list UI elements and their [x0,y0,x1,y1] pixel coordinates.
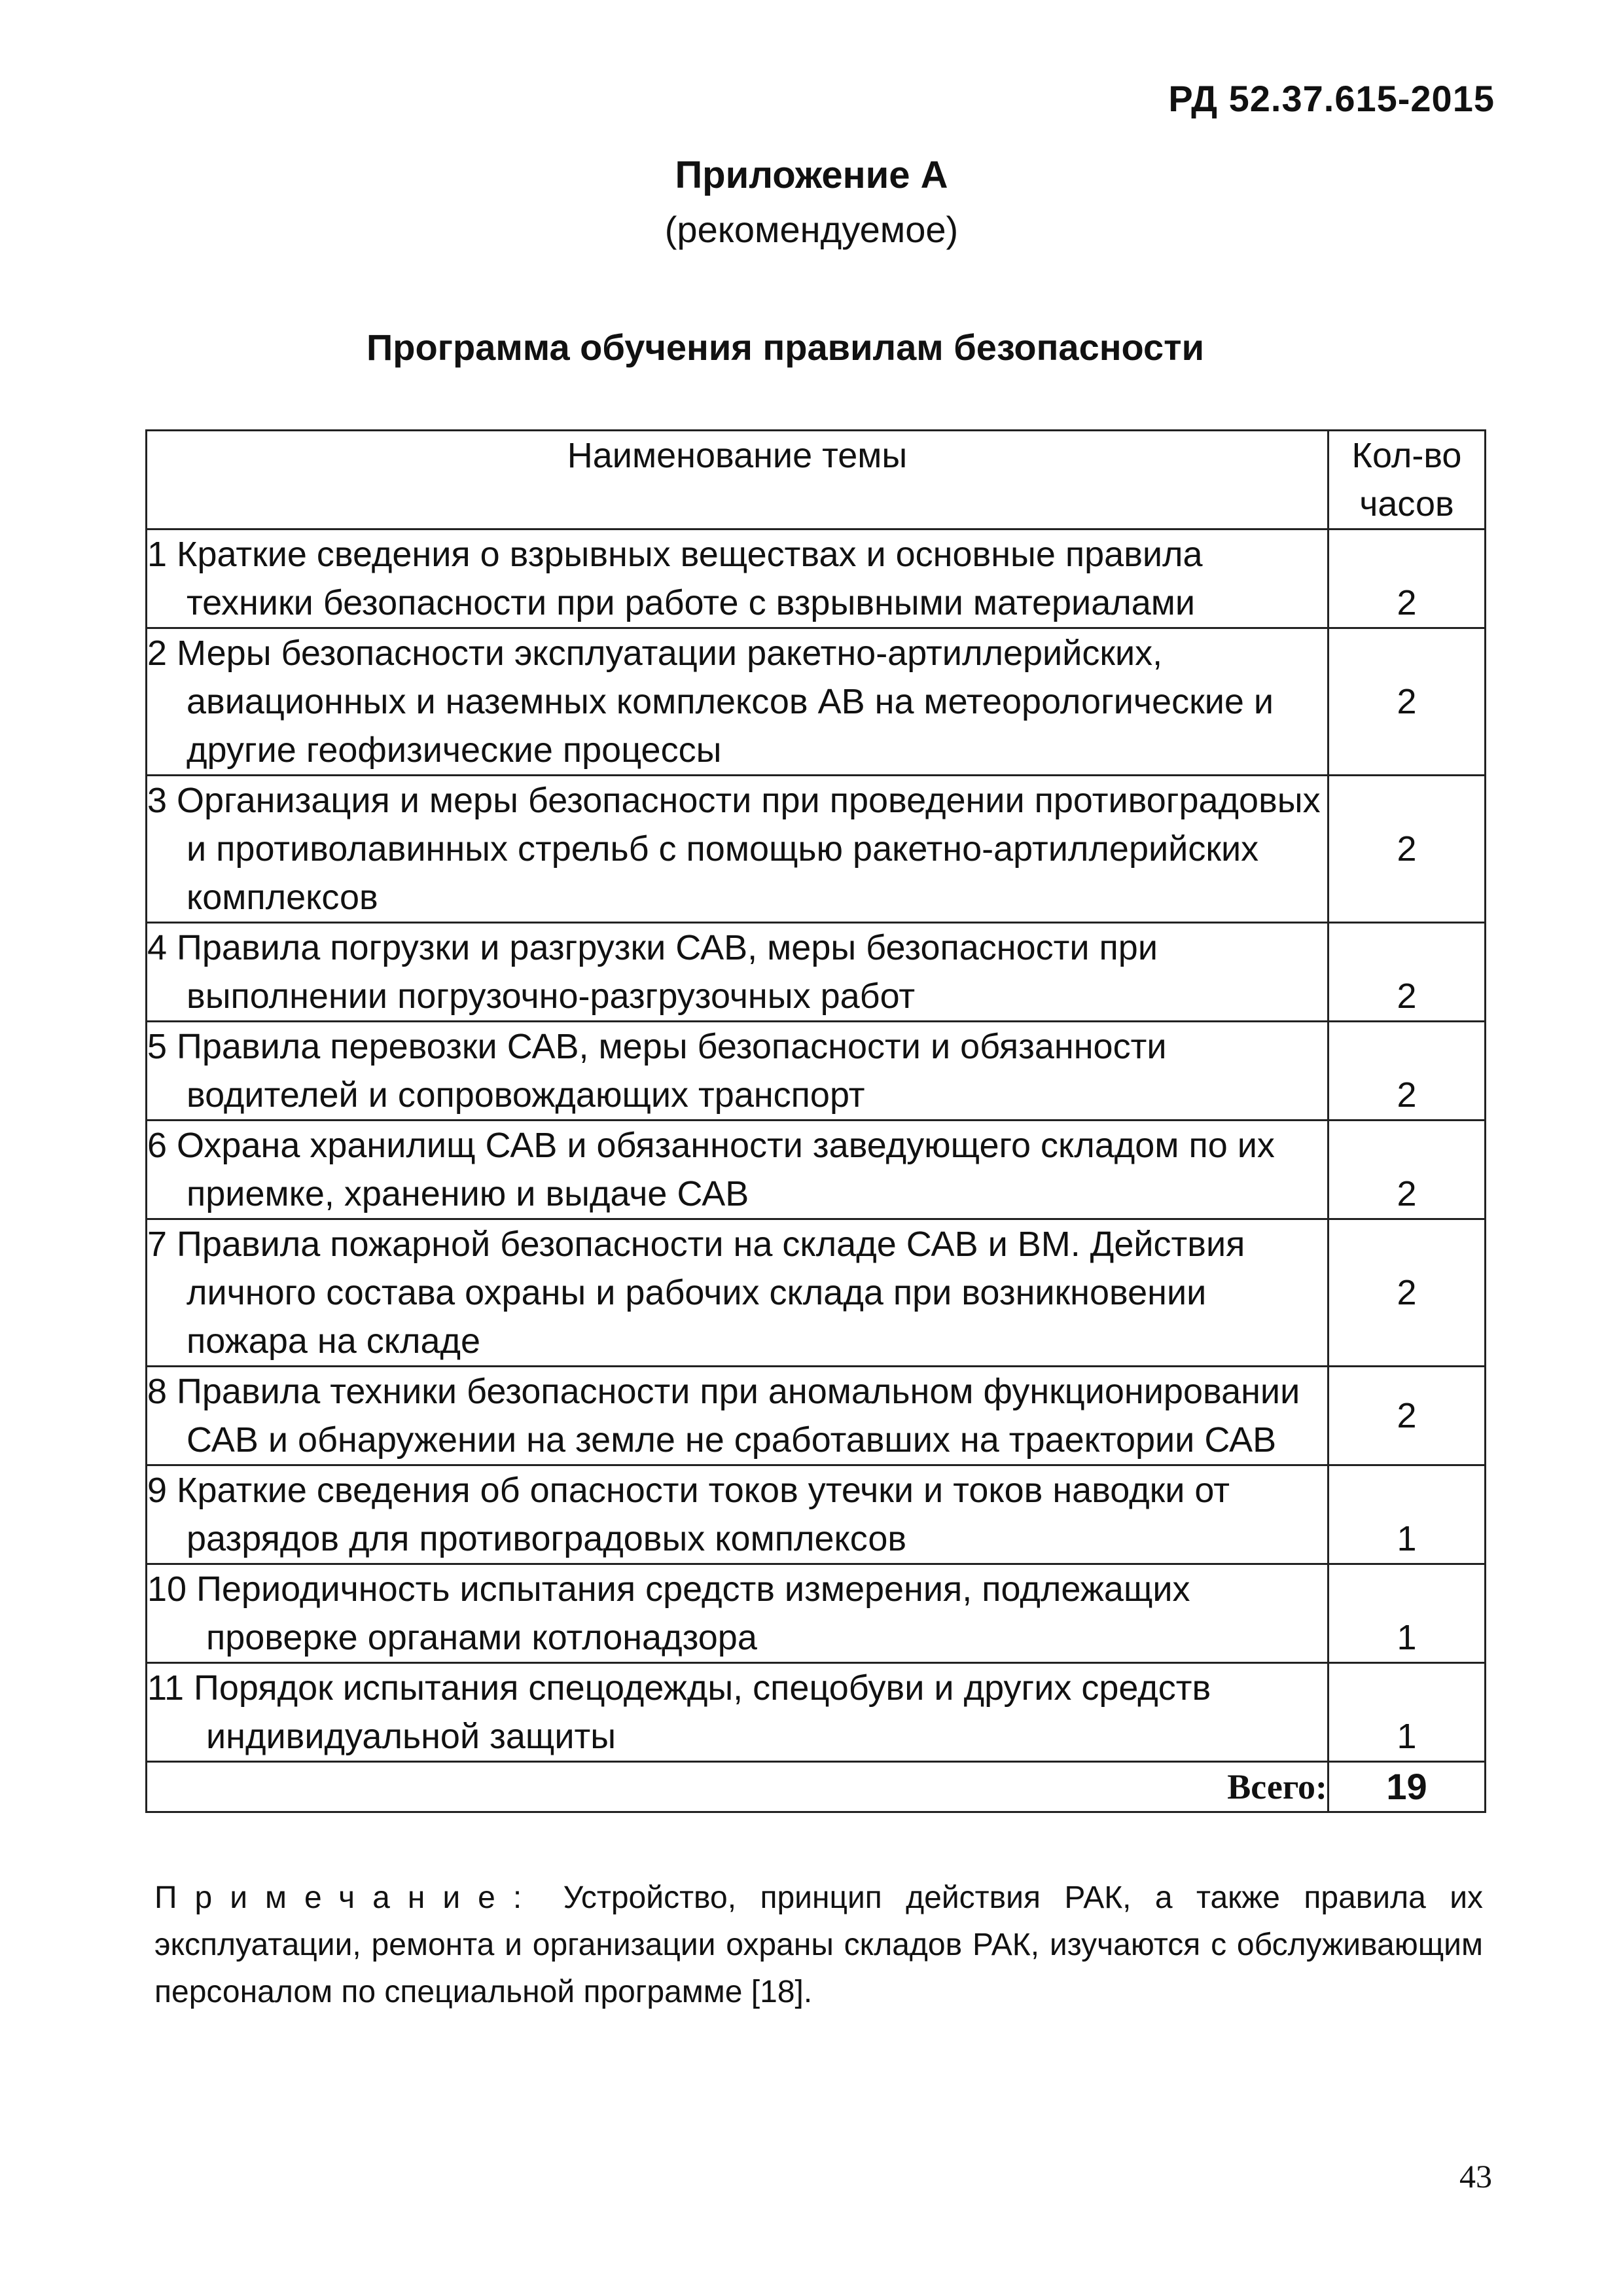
note-text: Устройство, принцип действия РАК, а также правила их эксплуатации, ремонта и организации охраны складов РАК, изучаются с обслуживающим персоналом по специальной программе [18]. [154,1880,1484,2009]
topic-cell [147,1367,1329,1465]
total-value: 19 [1329,1762,1486,1812]
table-row [147,628,1486,776]
hours-cell: 2 [1329,1022,1486,1121]
total-row [147,1762,1486,1812]
hours-cell: 2 [1329,1367,1486,1465]
topic-text: 4 Правила погрузки и разгрузки САВ, меры безопасности при выполнении погрузочно-разгрузочных работ [147,928,1158,1016]
table-header-row [147,431,1486,529]
table-row [147,529,1486,628]
table-body [147,529,1486,1762]
table-row [147,1219,1486,1367]
topic-cell [147,1022,1329,1121]
topic-text: 5 Правила перевозки САВ, меры безопасности и обязанности водителей и сопровождающих транспорт [147,1027,1167,1115]
hours-cell: 2 [1329,628,1486,776]
hours-cell: 2 [1329,776,1486,923]
hours-cell: 1 [1329,1663,1486,1762]
topic-cell [147,529,1329,628]
table-row [147,1121,1486,1219]
note [154,1874,1483,2016]
topic-cell [147,1219,1329,1367]
hours-cell: 2 [1329,529,1486,628]
table-row [147,1564,1486,1663]
hours-cell: 2 [1329,1121,1486,1219]
topic-text: 2 Меры безопасности эксплуатации ракетно-артиллерийских, авиационных и наземных комплексов АВ на метеорологические и другие геофизические процессы [147,634,1274,770]
annex-subtitle: (рекомендуемое) [664,209,959,250]
topic-cell [147,1465,1329,1564]
topic-text: 6 Охрана хранилищ САВ и обязанности заведующего складом по их приемке, хранению и выдаче САВ [147,1126,1275,1213]
topic-text: 7 Правила пожарной безопасности на складе САВ и ВМ. Действия личного состава охраны и рабочих склада при возникновении пожара на складе [147,1225,1245,1361]
hours-cell: 2 [1329,923,1486,1022]
hours-cell: 1 [1329,1564,1486,1663]
topic-text: 8 Правила техники безопасности при аномальном функционировании САВ и обнаружении на земле не сработавших на траектории САВ [147,1372,1300,1460]
table-row [147,776,1486,923]
table-row [147,1022,1486,1121]
topic-cell [147,776,1329,923]
column-header-hours: Кол-во часов [1329,431,1486,529]
topics-table [145,429,1486,1813]
topic-text: 9 Краткие сведения об опасности токов утечки и токов наводки от разрядов для противоградовых комплексов [147,1471,1230,1558]
topic-cell [147,1564,1329,1663]
column-header-name: Наименование темы [147,431,1329,529]
program-title: Программа обучения правилам безопасности [366,327,1204,368]
topic-text: 1 Краткие сведения о взрывных веществах и основные правила техники безопасности при работе с взрывными материалами [147,535,1203,622]
topic-text: 11 Порядок испытания спецодежды, спецобуви и других средств индивидуальной защиты [147,1668,1211,1756]
topic-text: 3 Организация и меры безопасности при проведении противоградовых и противолавинных стрельб с помощью ракетно-артиллерийских комплексов [147,781,1321,917]
topic-cell [147,1121,1329,1219]
topic-text: 10 Периодичность испытания средств измерения, подлежащих проверке органами котлонадзора [147,1570,1190,1657]
table-row [147,1367,1486,1465]
topic-cell [147,1663,1329,1762]
table-row [147,1465,1486,1564]
total-label: Всего: [147,1762,1329,1812]
table-row [147,923,1486,1022]
hours-cell: 2 [1329,1219,1486,1367]
note-label: Примечание: [154,1880,540,1915]
page-number: 43 [1459,2158,1492,2195]
annex-title: Приложение А [675,154,948,196]
hours-cell: 1 [1329,1465,1486,1564]
topic-cell [147,923,1329,1022]
topic-cell [147,628,1329,776]
document-code: РД 52.37.615-2015 [1168,78,1495,119]
table-row [147,1663,1486,1762]
